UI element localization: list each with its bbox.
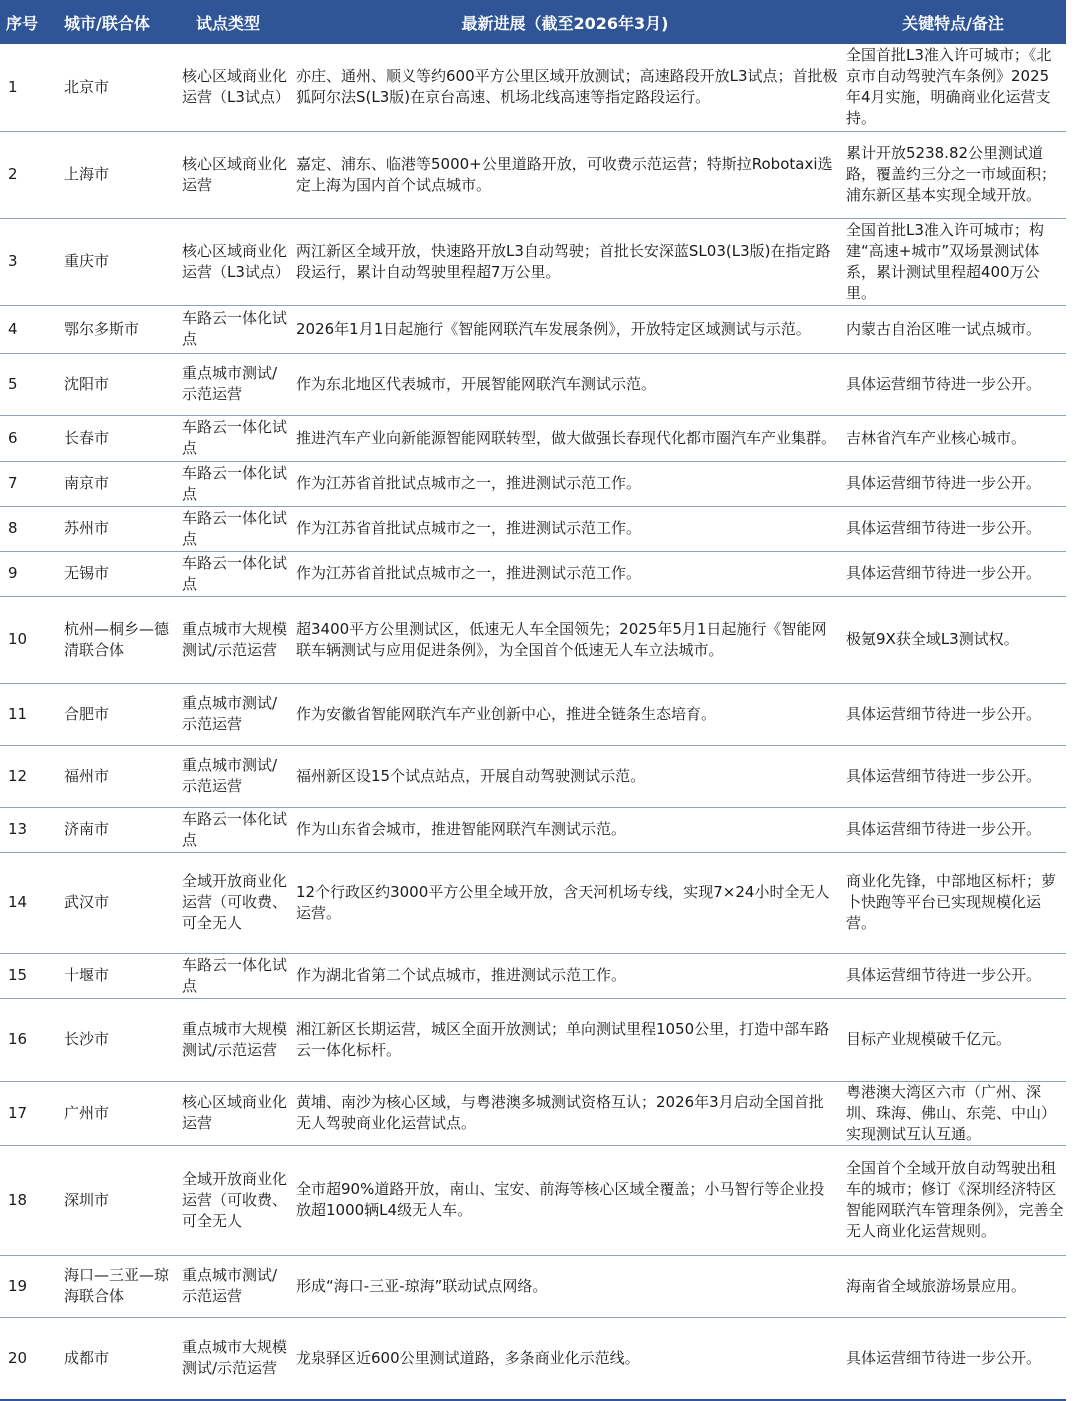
table-row: [0, 506, 1066, 551]
cell-note: 具体运营细节待进一步公开。: [846, 966, 1042, 984]
cell-city: 北京市: [64, 77, 110, 96]
cell-no: 19: [8, 1276, 28, 1295]
cell-city: 鄂尔多斯市: [64, 319, 140, 338]
cell-progress: 亦庄、通州、顺义等约600平方公里区域开放测试；高速路段开放L3试点；首批极狐阿尔法S(L3版)在京台高速、机场北线高速等指定路段运行。: [296, 67, 838, 107]
cell-note: 具体运营细节待进一步公开。: [846, 820, 1042, 838]
cell-city: 深圳市: [64, 1190, 110, 1209]
table-row: [0, 596, 1066, 683]
cell-no: 6: [8, 428, 18, 447]
cell-type: 重点城市测试/示范运营: [182, 1266, 278, 1305]
cell-progress: 形成“海口-三亚-琼海”联动试点网络。: [296, 1276, 548, 1295]
cell-type: 车路云一体化试点: [182, 309, 288, 348]
cell-progress: 龙泉驿区近600公里测试道路，多条商业化示范线。: [296, 1348, 640, 1367]
cell-no: 3: [8, 252, 18, 270]
cell-progress: 嘉定、浦东、临港等5000+公里道路开放，可收费示范运营；特斯拉Robotaxi选定上海为国内首个试点城市。: [296, 154, 833, 194]
table-row: [0, 1145, 1066, 1255]
cell-city: 长沙市: [64, 1030, 110, 1048]
table-row: [0, 415, 1066, 461]
cell-type: 车路云一体化试点: [182, 508, 288, 548]
cell-note: 具体运营细节待进一步公开。: [846, 704, 1042, 723]
cell-city: 广州市: [64, 1103, 110, 1122]
cell-note: 具体运营细节待进一步公开。: [846, 519, 1042, 537]
table-row: [0, 1255, 1066, 1317]
cell-type: 核心区域商业化运营（L3试点）: [182, 241, 290, 281]
cell-no: 10: [8, 630, 28, 648]
cell-note: 具体运营细节待进一步公开。: [846, 374, 1042, 393]
cell-city: 上海市: [64, 165, 110, 183]
table-row: [0, 807, 1066, 852]
cell-progress: 2026年1月1日起施行《智能网联汽车发展条例》，开放特定区域测试与示范。: [296, 319, 811, 338]
table-row: [0, 852, 1066, 953]
header-note: 关键特点/备注: [902, 13, 1004, 33]
cell-progress: 作为安徽省智能网联汽车产业创新中心，推进全链条生态培育。: [296, 704, 717, 723]
table-row: [0, 1317, 1066, 1400]
cell-type: 重点城市测试/示范运营: [182, 756, 278, 795]
cell-city: 福州市: [64, 766, 110, 785]
cell-progress: 两江新区全域开放，快速路开放L3自动驾驶；首批长安深蓝SL03(L3版)在指定路段运行，累计自动驾驶里程超7万公里。: [296, 241, 831, 281]
cell-city: 无锡市: [64, 564, 110, 582]
header-type: 试点类型: [196, 13, 261, 33]
cell-no: 20: [8, 1348, 28, 1367]
cell-progress: 作为山东省会城市，推进智能网联汽车测试示范。: [296, 820, 627, 838]
table-row: [0, 305, 1066, 353]
table-row: [0, 1081, 1066, 1145]
cell-no: 11: [8, 704, 28, 723]
cell-note: 商业化先锋，中部地区标杆；萝卜快跑等平台已实现规模化运营。: [846, 872, 1057, 932]
cell-city: 苏州市: [64, 519, 110, 537]
cell-no: 9: [8, 564, 18, 582]
cell-city: 成都市: [64, 1348, 110, 1367]
cell-note: 具体运营细节待进一步公开。: [846, 1348, 1042, 1367]
cell-no: 2: [8, 165, 18, 183]
cell-city: 合肥市: [64, 704, 110, 723]
cell-city: 济南市: [64, 820, 110, 838]
cell-type: 车路云一体化试点: [182, 955, 288, 995]
cell-city: 重庆市: [64, 252, 110, 270]
cell-city: 沈阳市: [64, 374, 110, 393]
table-body: [0, 44, 1066, 1400]
cell-city: 武汉市: [64, 893, 110, 911]
header-progress: 最新进展（截至2026年3月): [461, 13, 669, 33]
cell-type: 重点城市大规模测试/示范运营: [182, 1338, 288, 1378]
header-no: 序号: [6, 13, 39, 33]
table-row: [0, 998, 1066, 1081]
cell-type: 核心区域商业化运营（L3试点）: [182, 67, 290, 107]
cell-progress: 作为江苏省首批试点城市之一，推进测试示范工作。: [296, 474, 642, 492]
cell-no: 8: [8, 519, 18, 537]
cell-note: 吉林省汽车产业核心城市。: [846, 428, 1027, 447]
cell-note: 极氪9X获全域L3测试权。: [846, 630, 1019, 648]
cell-note: 具体运营细节待进一步公开。: [846, 474, 1042, 492]
table-row: [0, 551, 1066, 596]
table-row: [0, 953, 1066, 998]
header-row: [0, 0, 1066, 44]
cell-no: 15: [8, 966, 28, 984]
cell-no: 5: [8, 374, 18, 393]
cell-progress: 作为湖北省第二个试点城市，推进测试示范工作。: [296, 966, 627, 984]
cell-type: 重点城市测试/示范运营: [182, 364, 278, 403]
table-row: [0, 218, 1066, 305]
cell-progress: 作为江苏省首批试点城市之一，推进测试示范工作。: [296, 564, 642, 582]
cell-type: 车路云一体化试点: [182, 418, 288, 457]
cell-note: 全国首个全域开放自动驾驶出租车的城市；修订《深圳经济特区智能网联汽车管理条例》，完善全无人商业化运营规则。: [846, 1159, 1064, 1240]
cell-note: 具体运营细节待进一步公开。: [846, 766, 1042, 785]
cell-note: 累计开放5238.82公里测试道路，覆盖约三分之一市域面积；浦东新区基本实现全域开放。: [846, 144, 1057, 204]
cell-note: 内蒙古自治区唯一试点城市。: [846, 319, 1042, 338]
cell-no: 4: [8, 319, 18, 338]
cell-note: 全国首批L3准入许可城市；《北京市自动驾驶汽车条例》2025年4月实施，明确商业化运营支持。: [846, 46, 1052, 128]
table-row: [0, 461, 1066, 506]
cell-no: 7: [8, 474, 18, 492]
cell-no: 18: [8, 1190, 28, 1209]
cell-type: 核心区域商业化运营: [182, 154, 288, 194]
cell-progress: 福州新区设15个试点站点，开展自动驾驶测试示范。: [296, 766, 646, 785]
cell-city: 海口—三亚—琼海联合体: [64, 1266, 170, 1305]
table-row: [0, 44, 1066, 131]
cell-type: 核心区域商业化运营: [182, 1093, 288, 1132]
cell-type: 重点城市测试/示范运营: [182, 694, 278, 733]
cell-city: 杭州—桐乡—德清联合体: [64, 619, 170, 659]
cell-note: 全国首批L3准入许可城市；构建“高速+城市”双场景测试体系，累计测试里程超400万公里。: [846, 220, 1044, 302]
cell-type: 车路云一体化试点: [182, 809, 288, 849]
cell-progress: 作为江苏省首批试点城市之一，推进测试示范工作。: [296, 519, 642, 537]
cell-no: 16: [8, 1030, 28, 1048]
cell-note: 粤港澳大湾区六市（广州、深圳、珠海、佛山、东莞、中山）实现测试互认互通。: [846, 1082, 1057, 1143]
cell-progress: 湘江新区长期运营，城区全面开放测试；单向测试里程1050公里，打造中部车路云一体化标杆。: [296, 1019, 830, 1059]
cell-type: 车路云一体化试点: [182, 463, 288, 503]
cell-progress: 黄埔、南沙为核心区域，与粤港澳多城测试资格互认；2026年3月启动全国首批无人驾驶商业化运营试点。: [296, 1093, 824, 1132]
cell-no: 12: [8, 766, 28, 785]
cell-no: 17: [8, 1103, 28, 1122]
cell-no: 14: [8, 893, 28, 911]
cell-note: 具体运营细节待进一步公开。: [846, 564, 1042, 582]
header-city: 城市/联合体: [64, 13, 150, 33]
cell-no: 1: [8, 77, 18, 96]
table-row: [0, 353, 1066, 415]
table-header: [0, 0, 1066, 44]
cell-city: 南京市: [64, 474, 110, 492]
cell-type: 重点城市大规模测试/示范运营: [182, 619, 288, 659]
table-row: [0, 683, 1066, 745]
cell-note: 目标产业规模破千亿元。: [846, 1030, 1012, 1048]
cell-progress: 超3400平方公里测试区，低速无人车全国领先；2025年5月1日起施行《智能网联车辆测试与应用促进条例》，为全国首个低速无人车立法城市。: [296, 619, 827, 659]
cell-note: 海南省全域旅游场景应用。: [846, 1276, 1027, 1295]
cell-city: 长春市: [64, 428, 110, 447]
cell-type: 车路云一体化试点: [182, 553, 288, 593]
cell-progress: 推进汽车产业向新能源智能网联转型，做大做强长春现代化都市圈汽车产业集群。: [296, 428, 837, 447]
cell-city: 十堰市: [64, 966, 110, 984]
cell-progress: 全市超90%道路开放，南山、宝安、前海等核心区域全覆盖；小马智行等企业投放超1000辆L4级无人车。: [296, 1180, 825, 1219]
cell-progress: 12个行政区约3000平方公里全域开放，含天河机场专线，实现7×24小时全无人运营。: [296, 882, 830, 922]
cell-type: 重点城市大规模测试/示范运营: [182, 1019, 288, 1059]
table-row: [0, 745, 1066, 807]
table-row: [0, 131, 1066, 218]
cell-type: 全域开放商业化运营（可收费、可全无人: [182, 1169, 288, 1230]
cell-no: 13: [8, 820, 28, 838]
cell-progress: 作为东北地区代表城市，开展智能网联汽车测试示范。: [296, 374, 657, 393]
cell-type: 全域开放商业化运营（可收费、可全无人: [182, 872, 288, 932]
